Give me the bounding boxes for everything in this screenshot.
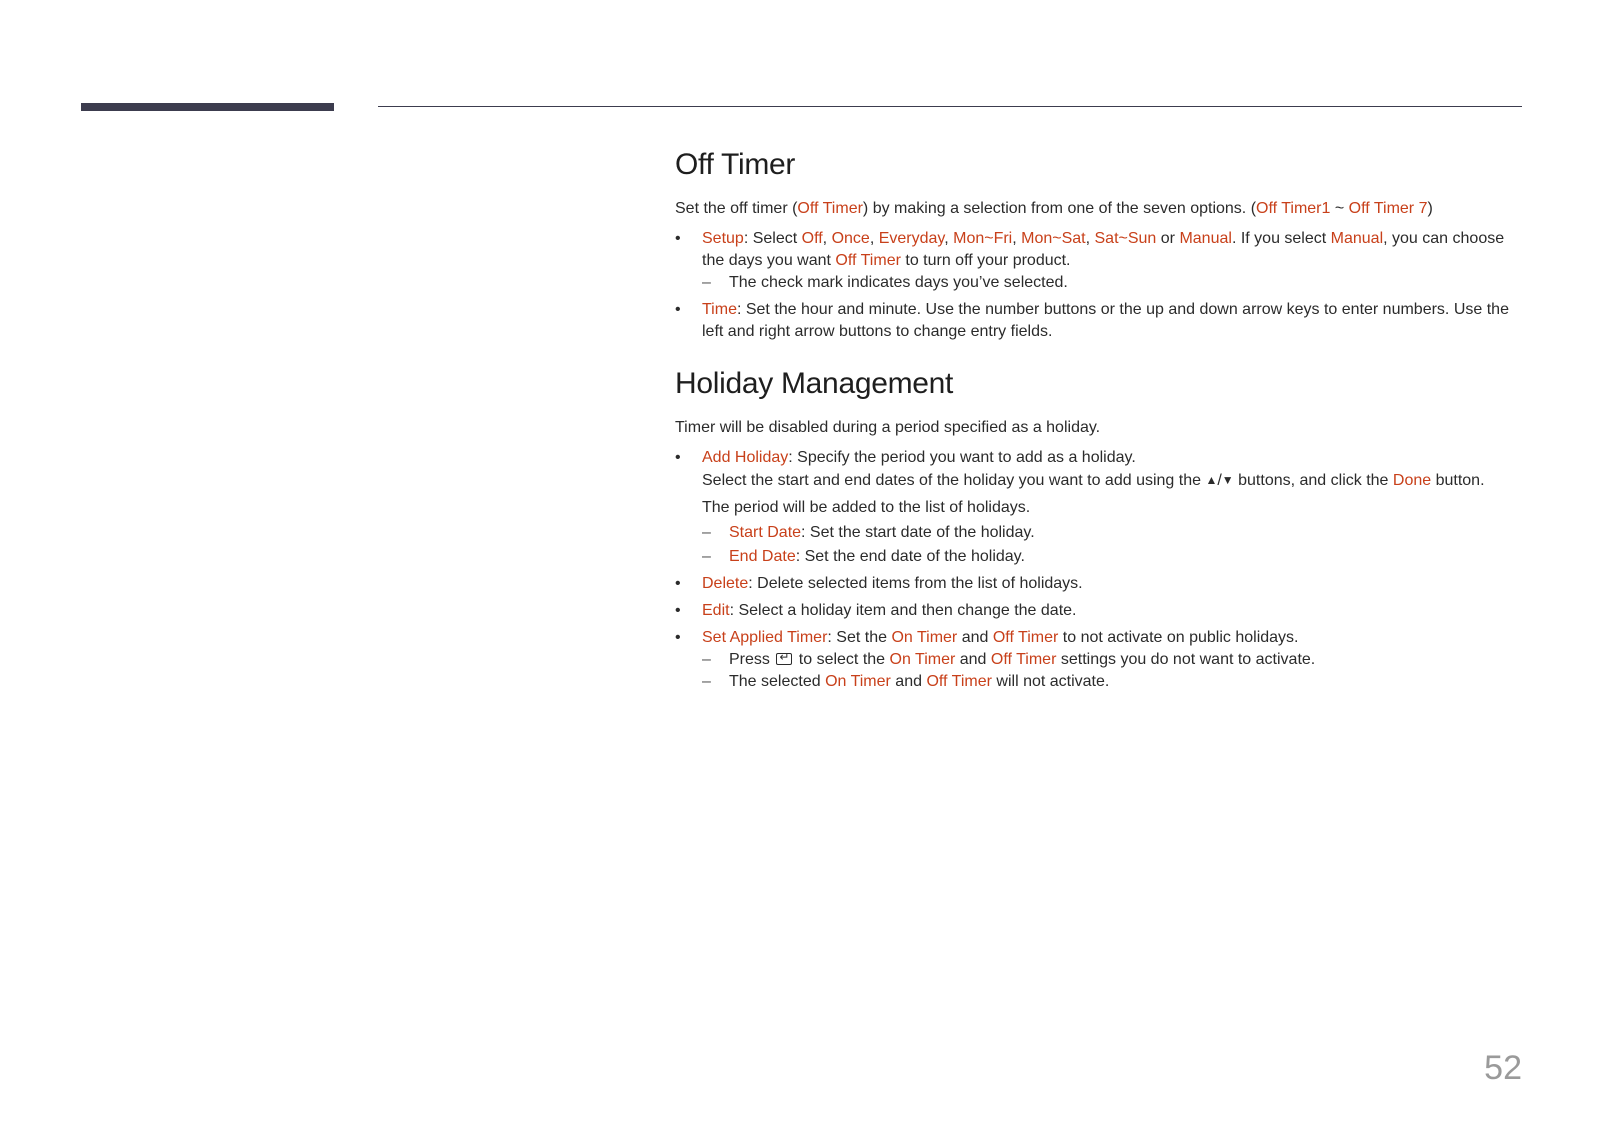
menu-term: Set Applied Timer bbox=[702, 629, 828, 646]
menu-term: Start Date bbox=[729, 524, 802, 541]
off-timer-intro bbox=[675, 198, 1523, 220]
menu-term: Manual bbox=[1330, 230, 1384, 247]
header-thick-bar bbox=[81, 103, 334, 111]
body-text: , bbox=[1012, 230, 1022, 247]
intro-text: ) by making a selection from one of the seven options. ( bbox=[862, 200, 1257, 217]
period-text: The period will be added to the list of holidays. bbox=[702, 499, 1031, 516]
menu-term: Setup bbox=[702, 230, 744, 247]
body-text: to not activate on public holidays. bbox=[1058, 629, 1299, 646]
body-text: and bbox=[955, 651, 991, 668]
menu-term: Manual bbox=[1179, 230, 1232, 247]
applied-timer-notes bbox=[702, 649, 1523, 693]
body-text: , bbox=[869, 230, 879, 247]
menu-term: Mon~Fri bbox=[953, 230, 1013, 247]
body-text: or bbox=[1156, 230, 1180, 247]
body-text: and bbox=[890, 673, 927, 690]
body-text: : Delete selected items from the list of holidays. bbox=[748, 575, 1083, 592]
body-text: settings you do not want to activate. bbox=[1056, 651, 1316, 668]
body-text: . If you select bbox=[1231, 230, 1331, 247]
off-timer-heading: Off Timer bbox=[675, 148, 796, 181]
menu-term: Time bbox=[702, 301, 737, 318]
bullet-edit bbox=[675, 600, 1523, 622]
body-text: : Set the hour and minute. Use the number buttons or the up and down arrow keys to enter numbers. Use the left and right arrow buttons to change entry fields. bbox=[702, 301, 1509, 340]
menu-term: Off bbox=[801, 230, 823, 247]
body-text: : Select a holiday item and then change the date. bbox=[729, 602, 1077, 619]
holiday-bullets bbox=[675, 447, 1523, 693]
intro-text: Set the off timer ( bbox=[675, 200, 798, 217]
menu-term: Off Timer bbox=[990, 651, 1057, 668]
body-text: : Set the bbox=[827, 629, 892, 646]
body-text: , bbox=[1085, 230, 1095, 247]
body-text: , bbox=[822, 230, 832, 247]
bullet-set-applied-timer bbox=[675, 627, 1523, 693]
menu-term: On Timer bbox=[891, 629, 958, 646]
menu-term: Off Timer bbox=[835, 252, 901, 269]
body-text: will not activate. bbox=[991, 673, 1110, 690]
note-check-mark: – The check mark indicates days you’ve selected. bbox=[702, 272, 1523, 294]
note-end-date bbox=[702, 546, 1523, 568]
body-text: , bbox=[944, 230, 954, 247]
bullet-delete bbox=[675, 573, 1523, 595]
holiday-management-heading: Holiday Management bbox=[675, 367, 954, 400]
menu-term: Off Timer1 bbox=[1256, 200, 1331, 217]
header-rule bbox=[378, 106, 1522, 107]
body-text: : Set the end date of the holiday. bbox=[795, 548, 1025, 565]
note-start-date bbox=[702, 522, 1523, 544]
menu-term: Sat~Sun bbox=[1094, 230, 1157, 247]
menu-term: Everyday bbox=[878, 230, 945, 247]
page-content bbox=[675, 143, 1523, 698]
intro-text: ~ bbox=[1330, 200, 1349, 217]
body-text: Select the start and end dates of the holiday you want to add using the bbox=[702, 472, 1206, 489]
down-triangle-icon: ▼ bbox=[1221, 473, 1234, 487]
menu-term: Off Timer bbox=[992, 629, 1059, 646]
menu-term: Off Timer 7 bbox=[1348, 200, 1428, 217]
body-text: and bbox=[957, 629, 993, 646]
body-text: to turn off your product. bbox=[900, 252, 1071, 269]
body-text: buttons, and click the bbox=[1233, 472, 1393, 489]
bullet-setup bbox=[675, 228, 1523, 294]
bullet-time bbox=[675, 299, 1523, 343]
off-timer-bullets bbox=[675, 228, 1523, 343]
menu-term: Off Timer bbox=[797, 200, 863, 217]
intro-text: ) bbox=[1427, 200, 1433, 217]
note-press-enter bbox=[702, 649, 1523, 671]
body-text: Press bbox=[729, 651, 775, 668]
body-text: The selected bbox=[729, 673, 826, 690]
body-text: button. bbox=[1431, 472, 1485, 489]
body-text: to select the bbox=[794, 651, 890, 668]
body-text: : Specify the period you want to add as a holiday. bbox=[788, 449, 1136, 466]
menu-term: On Timer bbox=[825, 673, 891, 690]
enter-key-icon bbox=[776, 653, 792, 665]
menu-term: Off Timer bbox=[926, 673, 992, 690]
menu-term: Mon~Sat bbox=[1021, 230, 1086, 247]
holiday-intro: Timer will be disabled during a period specified as a holiday. bbox=[675, 419, 1101, 436]
menu-term: Delete bbox=[702, 575, 749, 592]
note-will-not-activate bbox=[702, 671, 1523, 693]
page-number: 52 bbox=[1484, 1049, 1522, 1087]
menu-term: Once bbox=[831, 230, 870, 247]
add-holiday-notes bbox=[702, 522, 1523, 568]
setup-notes bbox=[702, 272, 1523, 294]
body-text: / bbox=[1217, 472, 1222, 489]
up-triangle-icon: ▲ bbox=[1205, 473, 1218, 487]
body-text: , you can choose the days you want bbox=[702, 230, 1505, 269]
menu-term: Done bbox=[1392, 472, 1432, 489]
body-text: : Select bbox=[743, 230, 802, 247]
menu-term: Edit bbox=[702, 602, 730, 619]
bullet-add-holiday bbox=[675, 447, 1523, 568]
body-text: : Set the start date of the holiday. bbox=[801, 524, 1035, 541]
menu-term: End Date bbox=[729, 548, 796, 565]
menu-term: On Timer bbox=[889, 651, 956, 668]
menu-term: Add Holiday bbox=[702, 449, 789, 466]
